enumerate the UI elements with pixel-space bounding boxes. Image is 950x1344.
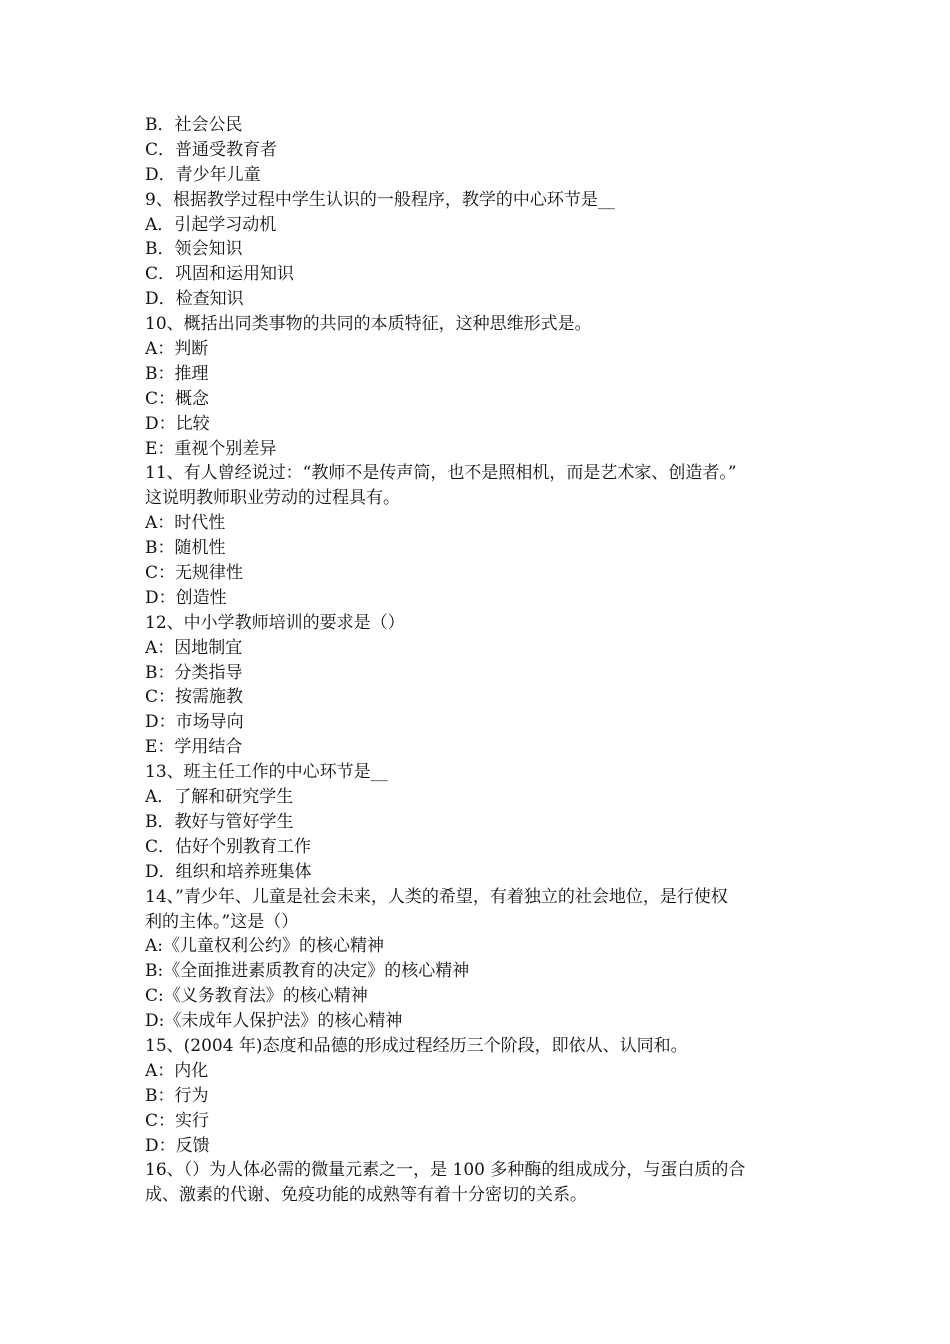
- q15-option-b: B：行为: [145, 1085, 209, 1106]
- q9-option-b: B．领会知识: [145, 239, 243, 260]
- q15-option-c: C：实行: [145, 1110, 210, 1131]
- question-10: 10、概括出同类事物的共同的本质特征，这种思维形式是。: [145, 314, 592, 335]
- question-14-line-2: 利的主体。”这是（）: [145, 911, 299, 932]
- q11-option-d: D：创造性: [145, 587, 227, 608]
- q10-option-e: E：重视个别差异: [145, 438, 277, 459]
- question-11-line-2: 这说明教师职业劳动的过程具有。: [145, 488, 400, 509]
- question-14-line-1: 14、”青少年、儿童是社会未来，人类的希望，有着独立的社会地位，是行使权: [145, 886, 728, 907]
- option-d-youth: D．青少年儿童: [145, 164, 261, 185]
- option-b-citizen: B．社会公民: [145, 115, 243, 135]
- q10-option-c: C：概念: [145, 388, 210, 409]
- q13-option-c: C．估好个别教育工作: [145, 836, 312, 857]
- q10-option-b: B：推理: [145, 363, 209, 384]
- q14-option-b: B:《全面推进素质教育的决定》的核心精神: [145, 961, 470, 982]
- q11-option-a: A：时代性: [145, 513, 226, 534]
- question-16-line-1: 16、（）为人体必需的微量元素之一，是 100 多种酶的组成成分，与蛋白质的合: [145, 1160, 746, 1181]
- q9-option-c: C．巩固和运用知识: [145, 264, 295, 285]
- q9-option-d: D．检查知识: [145, 289, 244, 310]
- document-page: [145, 113, 815, 1208]
- q10-option-a: A：判断: [145, 339, 209, 360]
- question-9: 9、根据教学过程中学生认识的一般程序，教学的中心环节是__: [145, 189, 615, 210]
- question-15: 15、(2004 年)态度和品德的形成过程经历三个阶段，即依从、认同和。: [145, 1035, 688, 1056]
- q9-option-a: A．引起学习动机: [145, 214, 277, 235]
- question-11-line-1: 11、有人曾经说过：“教师不是传声筒，也不是照相机，而是艺术家、创造者。”: [145, 463, 737, 484]
- q15-option-a: A：内化: [145, 1060, 209, 1081]
- q11-option-c: C：无规律性: [145, 563, 244, 584]
- q12-option-a: A：因地制宜: [145, 637, 243, 658]
- q12-option-d: D：市场导向: [145, 712, 244, 733]
- q10-option-d: D：比较: [145, 413, 210, 434]
- q15-option-d: D：反馈: [145, 1135, 210, 1156]
- q12-option-b: B：分类指导: [145, 662, 243, 683]
- q14-option-d: D:《未成年人保护法》的核心精神: [145, 1011, 403, 1032]
- q14-option-a: A:《儿童权利公约》的核心精神: [145, 936, 385, 957]
- question-12: 12、中小学教师培训的要求是（）: [145, 612, 405, 633]
- q12-option-c: C：按需施教: [145, 687, 244, 708]
- q14-option-c: C:《义务教育法》的核心精神: [145, 986, 368, 1007]
- question-16-line-2: 成、激素的代谢、免疫功能的成熟等有着十分密切的关系。: [145, 1185, 587, 1206]
- q13-option-d: D．组织和培养班集体: [145, 861, 312, 882]
- option-c-educatee: C．普通受教育者: [145, 139, 278, 160]
- q13-option-b: B．教好与管好学生: [145, 811, 294, 832]
- question-13: 13、班主任工作的中心环节是__: [145, 762, 388, 783]
- q12-option-e: E：学用结合: [145, 737, 243, 758]
- q13-option-a: A．了解和研究学生: [145, 787, 294, 808]
- q11-option-b: B：随机性: [145, 538, 226, 559]
